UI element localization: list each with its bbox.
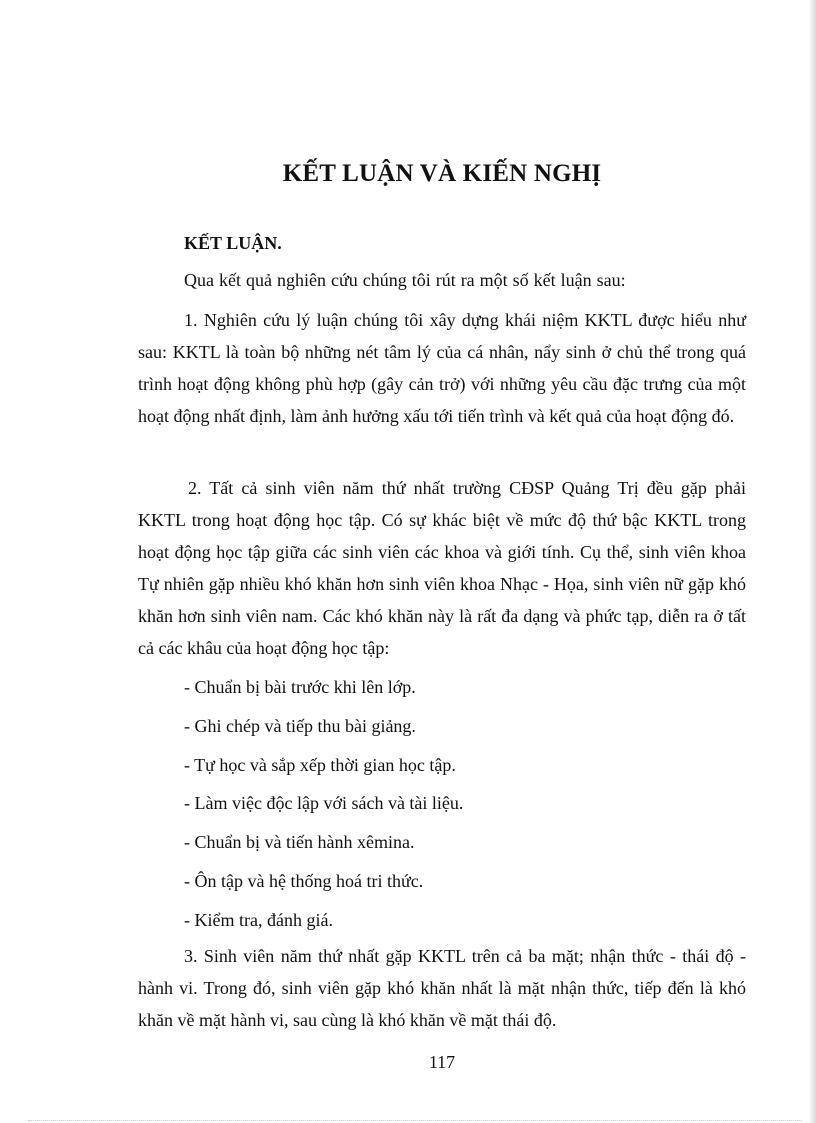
page-bottom-rule xyxy=(28,1120,802,1121)
paragraph-3: 3. Sinh viên năm thứ nhất gặp KKTL trên cả ba mặt; nhận thức - thái độ - hành vi. Trong đó, sinh viên gặp khó khăn nhất là mặt nhận thức, tiếp đến là khó khăn về mặt hành vi, sau cùng là khó khăn về mặt thái độ. xyxy=(138,946,746,1030)
learning-stages-list xyxy=(184,672,463,944)
list-item: - Kiểm tra, đánh giá. xyxy=(184,909,333,930)
page-title: KẾT LUẬN VÀ KIẾN NGHỊ xyxy=(282,160,602,187)
paragraph-2: 2. Tất cả sinh viên năm thứ nhất trường CĐSP Quảng Trị đều gặp phải KKTL trong hoạt động học tập. Có sự khác biệt về mức độ thứ bậc KKTL trong hoạt động học tập giữa các sinh viên các khoa và giới tính. Cụ thể, sinh viên khoa Tự nhiên gặp nhiều khó khăn hơn sinh viên khoa Nhạc - Họa, sinh viên nữ gặp khó khăn hơn sinh viên nam. Các khó khăn này là rất đa dạng và phức tạp, diễn ra ở tất cả các khâu của hoạt động học tập: xyxy=(138,478,746,658)
list-item: - Ôn tập và hệ thống hoá tri thức. xyxy=(184,870,424,891)
paragraph-1: 1. Nghiên cứu lý luận chúng tôi xây dựng khái niệm KKTL được hiểu như sau: KKTL là toàn bộ những nét tâm lý của cá nhân, nẩy sinh ở chủ thể trong quá trình hoạt động không phù hợp (gây cản trở) với những yêu cầu đặc trưng của một hoạt động nhất định, làm ảnh hưởng xấu tới tiến trình và kết quả của hoạt động đó. xyxy=(138,310,746,426)
page-edge-shadow xyxy=(810,0,816,1123)
list-item: - Chuẩn bị bài trước khi lên lớp. xyxy=(184,677,416,697)
section-heading: KẾT LUẬN. xyxy=(184,233,282,253)
list-item: - Ghi chép và tiếp thu bài giảng. xyxy=(184,715,416,736)
intro-paragraph: Qua kết quả nghiên cứu chúng tôi rút ra một số kết luận sau: xyxy=(184,270,626,290)
list-item: - Chuẩn bị và tiến hành xêmina. xyxy=(184,832,415,853)
list-item: - Làm việc độc lập với sách và tài liệu. xyxy=(184,793,464,814)
page-number: 117 xyxy=(428,1052,456,1072)
list-item: - Tự học và sắp xếp thời gian học tập. xyxy=(184,754,456,775)
